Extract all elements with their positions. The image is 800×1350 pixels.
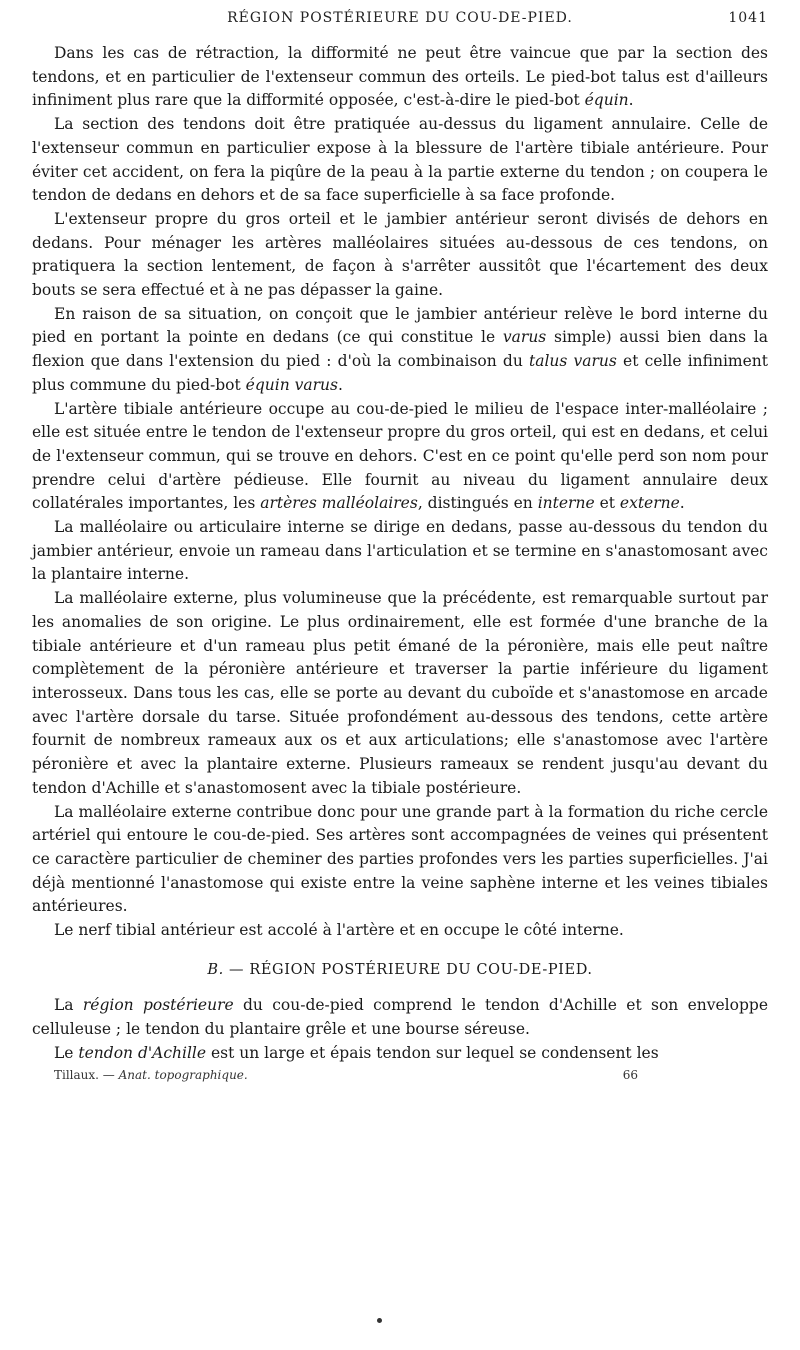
paragraph (32, 1042, 768, 1066)
paragraph (32, 801, 768, 920)
text-run: du cou-de-pied comprend le tendon d'Achille et son enveloppe celluleuse ; le tendon du plantaire grêle et une bourse séreuse. (32, 996, 768, 1039)
paragraph (32, 994, 768, 1041)
printer-dot (377, 1318, 382, 1323)
section-title: — RÉGION POSTÉRIEURE DU COU-DE-PIED. (229, 961, 593, 978)
italic-text: équin varus (245, 375, 338, 394)
running-head (32, 10, 768, 34)
text-run: est un large et épais tendon sur lequel se condensent les (206, 1043, 659, 1062)
section-paragraphs (32, 994, 768, 1065)
paragraph (32, 587, 768, 800)
paragraph (32, 516, 768, 587)
text-run: Dans les cas de rétraction, la difformité ne peut être vaincue que par la section des tendons, et en particulier de l'extenseur commun des orteils. Le pied-bot talus est d'ailleurs infiniment plus rare que la difformité opposée, c'est-à-dire le pied-bot (32, 44, 768, 110)
book-page (32, 10, 768, 1082)
italic-text: tendon d'Achille (78, 1043, 207, 1062)
body-text (32, 42, 768, 1066)
text-run: simple) aussi bien dans la flexion que dans l'extension du pied : d'où la combinaison du (32, 328, 768, 371)
text-run: et celle infiniment plus commune du pied-bot (32, 352, 768, 394)
signature-mark: 66 (622, 1067, 638, 1082)
text-run: La (54, 996, 83, 1015)
text-run: La malléolaire externe contribue donc pour une grande part à la formation du riche cercle artériel qui entoure le cou-de-pied. Ses artères sont accompagnées de veines qui présentent ce caractère particulier de cheminer des parties profondes vers les parties superficielles. J'ai déjà mentionné l'anastomose qui existe entre la veine saphène interne et les veines tibiales antérieures. (32, 802, 768, 916)
page-footer (32, 1068, 768, 1082)
paragraph (32, 113, 768, 208)
footer-work: Anat. topographique. (118, 1067, 248, 1082)
text-run: En raison de sa situation, on conçoit que le jambier antérieur relève le bord interne du pied en portant la pointe en dedans (ce qui constitue le (32, 304, 768, 347)
text-run: Le (54, 1043, 79, 1062)
italic-text: varus (502, 328, 547, 347)
text-run: . (628, 91, 634, 110)
italic-text: talus varus (528, 352, 617, 371)
text-run: et (594, 494, 620, 513)
text-run: . (337, 375, 343, 394)
text-run: La malléolaire ou articulaire interne se dirige en dedans, passe au-dessous du tendon du jambier antérieur, envoie un rameau dans l'articulation et se termine en s'anastomosant avec la plantaire interne. (32, 518, 768, 584)
text-run: La section des tendons doit être pratiquée au-dessus du ligament annulaire. Celle de l'extenseur commun en particulier expose à la blessure de l'artère tibiale antérieure. Pour éviter cet accident, on fera la piqûre de la peau à la partie externe du tendon ; on coupera le tendon de dedans en dehors et de sa face superficielle à sa face profonde. (32, 115, 768, 205)
text-run: La malléolaire externe, plus volumineuse que la précédente, est remarquable surtout par les anomalies de son origine. Le plus ordinairement, elle est formée d'une branche de la tibiale antérieure et d'un rameau plus petit émané de la péronière, mais elle peut naître complètement de la péronière antérieure et traverser la partie inférieure du ligament interosseux. Dans tous les cas, elle se porte au devant du cuboïde et s'anastomose en arcade avec l'artère dorsale du tarse. Située profondément au-dessous des tendons, cette artère fournit de nombreux rameaux aux os et aux articulations; elle s'anastomose avec l'artère péronière et avec la plantaire externe. Plusieurs rameaux se rendent jusqu'au devant du tendon d'Achille et s'anastomosent avec la tibiale postérieure. (32, 589, 768, 797)
text-run: L'extenseur propre du gros orteil et le jambier antérieur seront divisés de dehors en dedans. Pour ménager les artères malléolaires situées au-dessous de ces tendons, on pratiquera la section lentement, de façon à s'arrêter aussitôt que l'écartement des deux bouts se sera effectué et à ne pas dépasser la gaine. (32, 209, 768, 300)
paragraph (32, 303, 768, 398)
footer-author: Tillaux. — (54, 1067, 115, 1082)
text-run: L'artère tibiale antérieure occupe au cou-de-pied le milieu de l'espace inter-malléolaire ; elle est située entre le tendon de l'extenseur propre du gros orteil, qui est en dedans, et celui de l'extenseur commun, qui se trouve en dehors. C'est en ce point qu'elle perd son nom pour prendre celui d'artère pédieuse. Elle fournit au niveau du ligament annulaire deux collatérales importantes, les (32, 399, 769, 513)
section-heading (32, 959, 768, 983)
text-run: . (679, 494, 685, 513)
paragraph (32, 919, 768, 943)
text-run: , distingués en (417, 494, 538, 513)
italic-text: artères malléolaires (260, 494, 418, 513)
italic-text: externe (619, 494, 680, 513)
page-number: 1041 (728, 10, 768, 26)
italic-text: région postérieure (82, 996, 234, 1015)
running-head-title: RÉGION POSTÉRIEURE DU COU-DE-PIED. (227, 10, 573, 26)
paragraph (32, 398, 768, 517)
paragraphs (32, 42, 768, 943)
italic-text: interne (537, 494, 595, 513)
paragraph (32, 42, 768, 113)
section-letter: B. (207, 961, 224, 978)
paragraph (32, 208, 768, 303)
italic-text: équin (584, 91, 629, 110)
text-run: Le nerf tibial antérieur est accolé à l'artère et en occupe le côté interne. (54, 921, 624, 940)
